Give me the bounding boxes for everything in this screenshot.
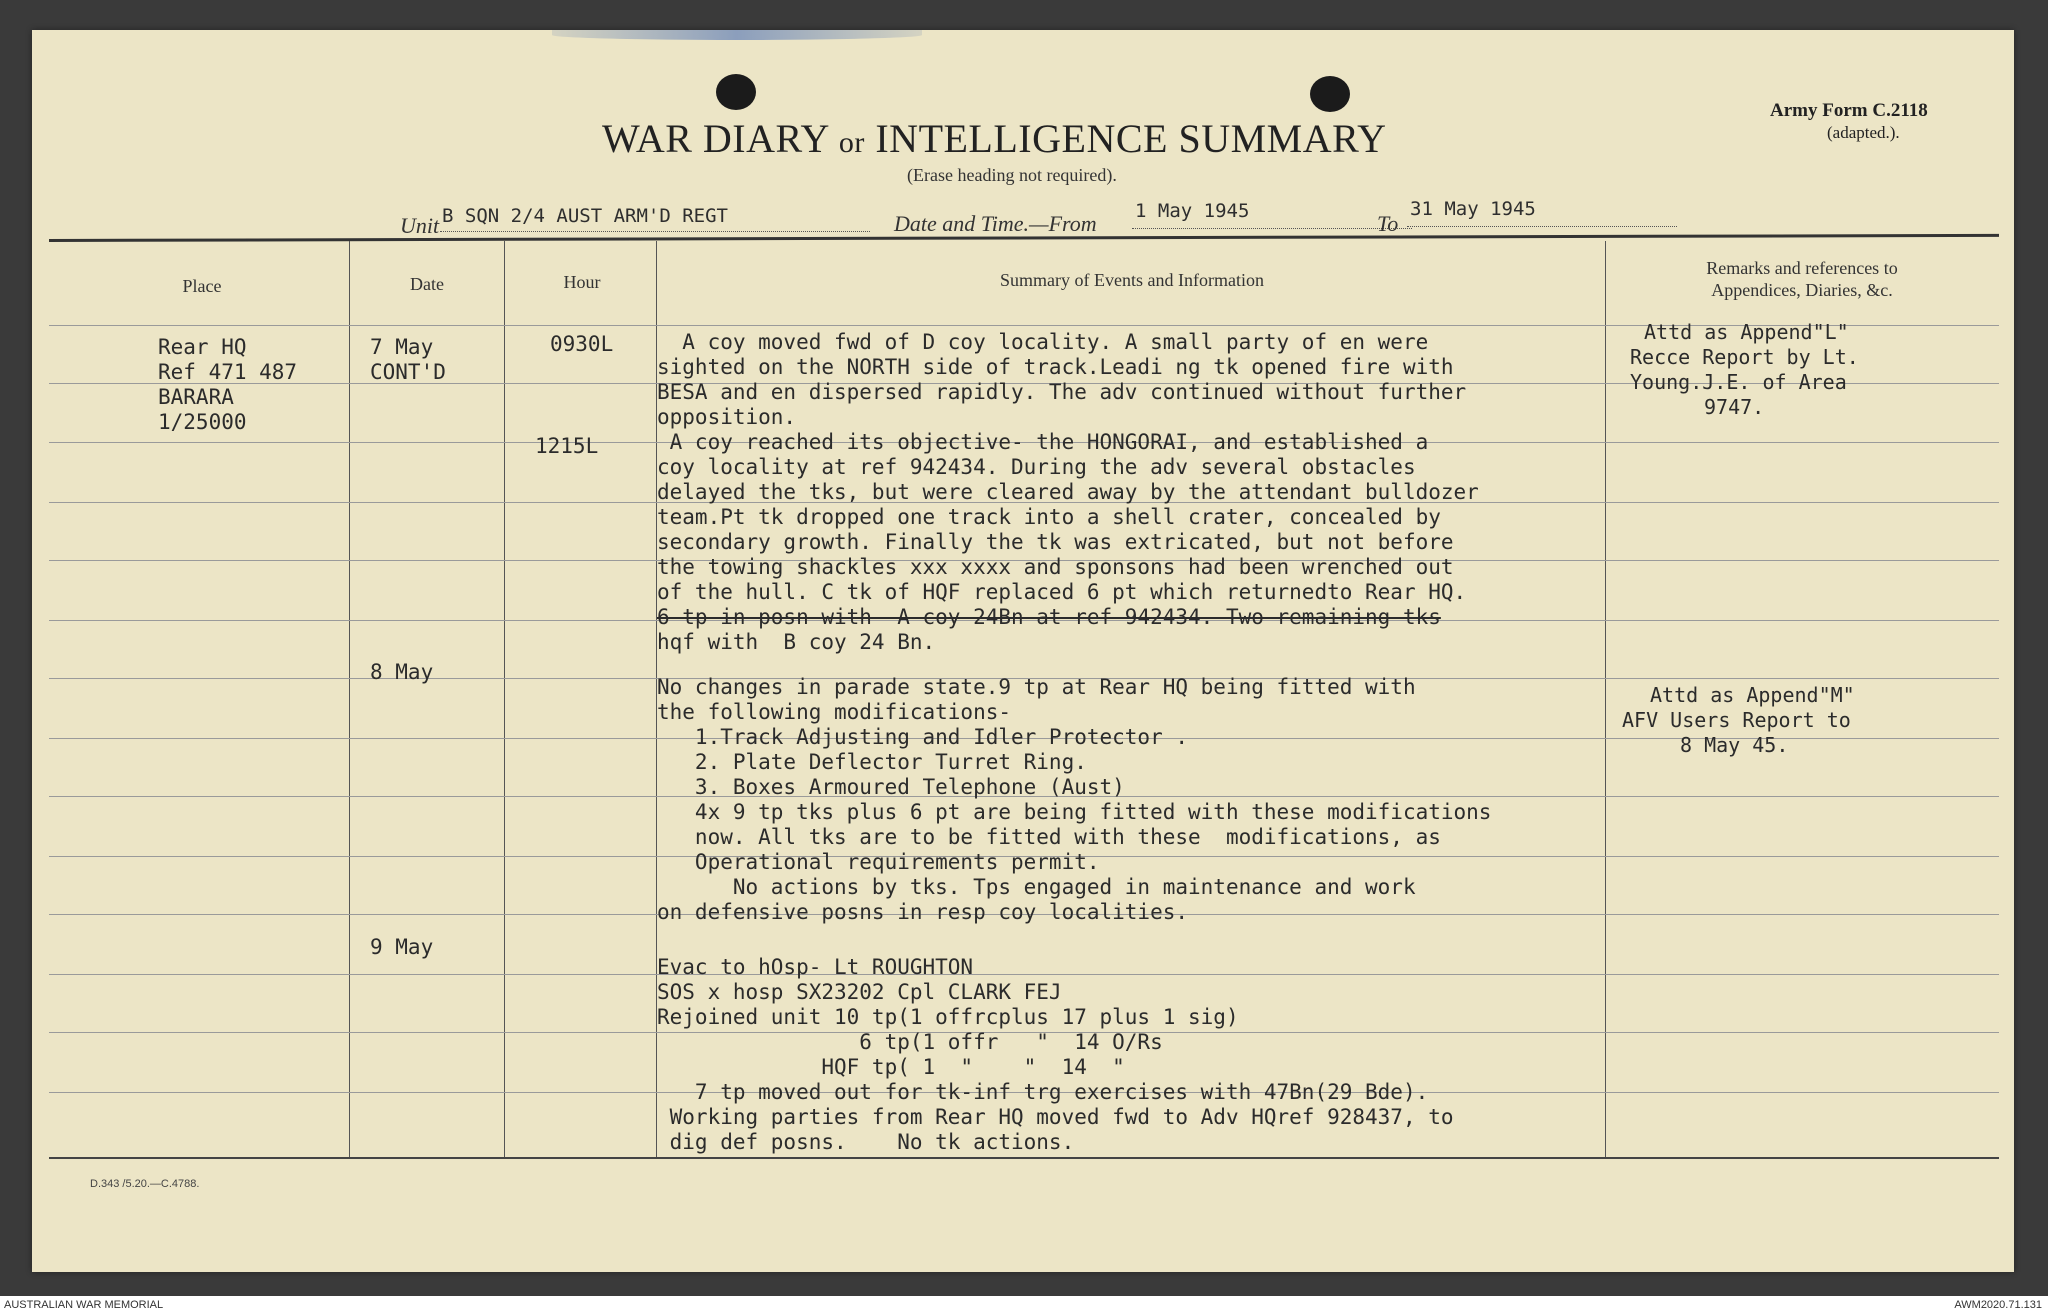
adapted-label: (adapted.).	[1827, 123, 1900, 142]
date-8-may: 8 May	[370, 660, 434, 684]
remark-append-l: Attd as Append"L"	[1644, 320, 1849, 344]
footer-institution: AUSTRALIAN WAR MEMORIAL	[4, 1299, 164, 1311]
summary-line: coy locality at ref 942434. During the adv several obstacles	[657, 455, 1416, 479]
from-dotted-line	[1132, 228, 1412, 229]
table-bottom-rule	[49, 1157, 1999, 1159]
summary-line: 2. Plate Deflector Turret Ring.	[657, 750, 1087, 774]
summary-line: Working parties from Rear HQ moved fwd to Adv HQref 928437, to	[657, 1105, 1454, 1129]
summary-line: 3. Boxes Armoured Telephone (Aust)	[657, 775, 1125, 799]
place-scale: 1/25000	[158, 410, 247, 434]
summary-line: sighted on the NORTH side of track.Leadi ng tk opened fire with	[657, 355, 1454, 379]
date-contd: CONT'D	[370, 360, 446, 384]
hour-1215l: 1215L	[535, 434, 599, 458]
summary-line: delayed the tks, but were cleared away by the attendant bulldozer	[657, 480, 1479, 504]
summary-line: dig def posns. No tk actions.	[657, 1130, 1075, 1154]
date-to-value: 31 May 1945	[1410, 198, 1536, 220]
remark-young: Young.J.E. of Area	[1630, 370, 1847, 394]
summary-line: HQF tp( 1 " " 14 "	[657, 1055, 1125, 1079]
column-header-remarks-line2: Appendices, Diaries, &c.	[1711, 280, 1893, 300]
date-time-label: Date and Time.—From	[894, 211, 1097, 236]
date-7-may: 7 May	[370, 335, 434, 359]
summary-line-struck: 6 tp in posn with A coy 24Bn at ref 942434. Two remaining tks	[657, 605, 1441, 629]
summary-line: of the hull. C tk of HQF replaced 6 pt which returnedto Rear HQ.	[657, 580, 1467, 604]
divider-summary-remarks	[1605, 241, 1606, 1157]
unit-label: Unit	[400, 213, 440, 238]
punch-hole-left	[716, 74, 756, 110]
summary-line: A coy moved fwd of D coy locality. A small party of en were	[657, 330, 1429, 354]
punch-hole-right	[1310, 76, 1350, 112]
hour-0930l: 0930L	[550, 332, 614, 356]
unit-value: B SQN 2/4 AUST ARM'D REGT	[442, 205, 728, 227]
ink-smudge	[552, 30, 922, 40]
summary-line: No changes in parade state.9 tp at Rear HQ being fitted with	[657, 675, 1416, 699]
column-header-date: Date	[410, 274, 444, 294]
subtitle: (Erase heading not required).	[907, 165, 1117, 185]
summary-line: No actions by tks. Tps engaged in maintenance and work	[657, 875, 1416, 899]
summary-line: the following modifications-	[657, 700, 1012, 724]
summary-line: SOS x hosp SX23202 Cpl CLARK FEJ	[657, 980, 1062, 1004]
print-code: D.343 /5.20.—C.4788.	[90, 1178, 200, 1190]
summary-line: on defensive posns in resp coy localities.	[657, 900, 1189, 924]
summary-line: Operational requirements permit.	[657, 850, 1100, 874]
date-9-may: 9 May	[370, 935, 434, 959]
to-label: To	[1377, 211, 1399, 236]
divider-date-hour	[504, 241, 505, 1157]
diary-sheet	[32, 30, 2014, 1272]
title-war-diary: WAR DIARY	[602, 116, 829, 161]
summary-line: the towing shackles xxx xxxx and sponsons had been wrenched out	[657, 555, 1454, 579]
remark-append-m: Attd as Append"M"	[1650, 683, 1855, 707]
column-header-hour: Hour	[563, 272, 601, 292]
footer-accession: AWM2020.71.131	[1954, 1299, 2042, 1311]
summary-line: hqf with B coy 24 Bn.	[657, 630, 936, 654]
summary-line: team.Pt tk dropped one track into a shell crater, concealed by	[657, 505, 1441, 529]
unit-dotted-line	[440, 231, 870, 232]
column-header-remarks-line1: Remarks and references to	[1706, 258, 1898, 278]
remark-area: 9747.	[1704, 395, 1765, 419]
archive-footer	[0, 1296, 2048, 1315]
title-or: or	[838, 126, 865, 159]
summary-line: opposition.	[657, 405, 797, 429]
place-ref: Ref 471 487	[158, 360, 298, 384]
date-from-value: 1 May 1945	[1135, 200, 1250, 222]
place-barara: BARARA	[158, 385, 234, 409]
column-header-place: Place	[182, 276, 222, 296]
army-form-label: Army Form C.2118	[1770, 100, 1928, 121]
summary-line: BESA and en dispersed rapidly. The adv continued without further	[657, 380, 1467, 404]
summary-line: Rejoined unit 10 tp(1 offrcplus 17 plus 1 sig)	[657, 1005, 1239, 1029]
summary-line: 4x 9 tp tks plus 6 pt are being fitted with these modifications	[657, 800, 1492, 824]
page-title	[602, 115, 1386, 162]
summary-line: 6 tp(1 offr " 14 O/Rs	[657, 1030, 1163, 1054]
summary-line: A coy reached its objective- the HONGORAI, and established a	[657, 430, 1429, 454]
summary-line: secondary growth. Finally the tk was extricated, but not before	[657, 530, 1454, 554]
title-intelligence-summary: INTELLIGENCE SUMMARY	[875, 116, 1387, 161]
summary-line: now. All tks are to be fitted with these modifications, as	[657, 825, 1441, 849]
place-rear-hq: Rear HQ	[158, 335, 247, 359]
remark-8-may: 8 May 45.	[1680, 733, 1789, 757]
summary-line: Evac to hOsp- Lt ROUGHTON	[657, 955, 974, 979]
remark-afv-users: AFV Users Report to	[1622, 708, 1851, 732]
summary-line: 7 tp moved out for tk-inf trg exercises with 47Bn(29 Bde).	[657, 1080, 1429, 1104]
to-dotted-line	[1407, 226, 1677, 227]
divider-place-date	[349, 241, 350, 1157]
column-header-summary: Summary of Events and Information	[1000, 270, 1264, 290]
remark-recce-report: Recce Report by Lt.	[1630, 345, 1859, 369]
ruled-line	[49, 974, 1999, 975]
summary-line: 1.Track Adjusting and Idler Protector .	[657, 725, 1189, 749]
